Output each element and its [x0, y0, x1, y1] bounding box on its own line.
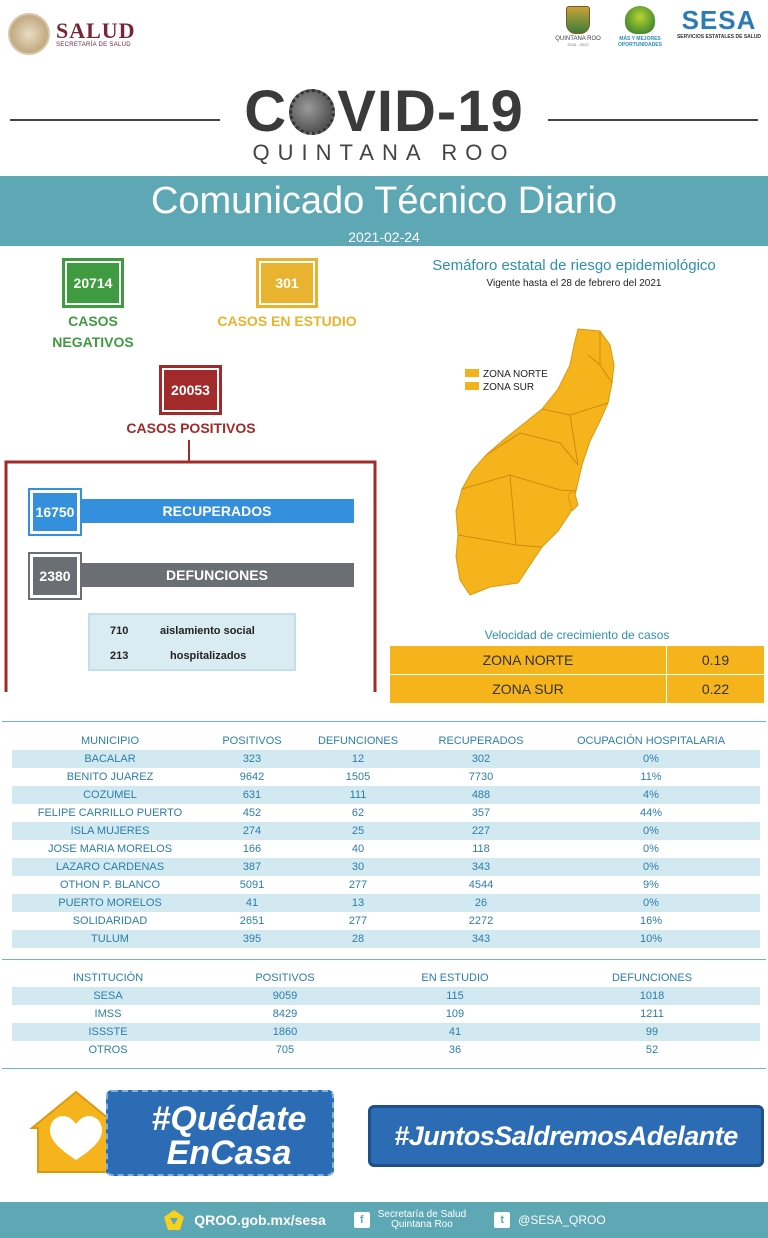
oportunidades-logo	[614, 6, 666, 48]
table-cell: 9059	[272, 990, 298, 1002]
column-header: INSTITUCIÓN	[72, 972, 144, 984]
table-cell: 277	[348, 915, 368, 927]
twitter-handle: @SESA_QROO	[518, 1213, 606, 1227]
quintana-roo-logo	[552, 6, 604, 47]
table-cell: 302	[471, 753, 491, 765]
table-cell: 41	[245, 897, 259, 909]
covid-title-right: VID-19	[337, 79, 524, 144]
table-header	[12, 969, 760, 987]
table-cell: 5091	[239, 879, 265, 891]
velocidad-valor: 0.22	[667, 675, 764, 703]
oportunidades-logo-text: MÁS Y MEJORES OPORTUNIDADES	[618, 36, 662, 48]
table-cell: OTROS	[88, 1044, 128, 1056]
table-cell: LAZARO CARDENAS	[55, 861, 165, 873]
table-cell: 0%	[643, 753, 659, 765]
table-cell: IMSS	[94, 1008, 122, 1020]
covid-title	[0, 80, 768, 144]
table-cell: 357	[471, 807, 491, 819]
table-row	[12, 912, 760, 930]
sesa-logo-subtext: SERVICIOS ESTATALES DE SALUD	[676, 34, 762, 40]
positivos-label: CASOS POSITIVOS	[126, 420, 256, 436]
recuperados-bar	[80, 499, 354, 523]
table-row	[12, 804, 760, 822]
table-cell: 166	[242, 843, 262, 855]
table-cell: PUERTO MORELOS	[58, 897, 162, 909]
velocidad-title: Velocidad de crecimiento de casos	[484, 628, 670, 642]
aislamiento-label: aislamiento social	[160, 625, 255, 637]
footer-website-text: QROO.gob.mx/sesa	[194, 1212, 326, 1228]
table-row	[12, 858, 760, 876]
table-cell: 44%	[639, 807, 663, 819]
sesa-logo	[676, 6, 762, 40]
table-cell: 30	[351, 861, 365, 873]
legend-item-sur	[465, 381, 548, 394]
hospitalizados-label: hospitalizados	[170, 650, 247, 662]
table-cell: 343	[471, 933, 491, 945]
sesa-logo-text: SESA	[681, 5, 757, 35]
partner-logos	[552, 6, 762, 58]
recuperados-count: 16750	[30, 490, 80, 534]
column-header: RECUPERADOS	[438, 735, 524, 747]
table-cell: 323	[242, 753, 262, 765]
hospitalizados-count: 213	[110, 650, 129, 662]
legend-swatch	[465, 382, 479, 390]
estudio-count: 301	[256, 258, 318, 308]
table-cell: COZUMEL	[83, 789, 137, 801]
estudio-label: CASOS EN ESTUDIO	[217, 313, 357, 329]
table-cell: 631	[242, 789, 262, 801]
quedate-line1: #Quédate	[151, 1100, 307, 1138]
table-row	[12, 840, 760, 858]
table-row	[12, 750, 760, 768]
table-cell: 1211	[640, 1008, 664, 1020]
legend-swatch	[465, 369, 479, 377]
instituciones-table	[12, 969, 760, 1059]
table-cell: 12	[351, 753, 365, 765]
quedate-banner	[106, 1090, 334, 1176]
table-cell: 0%	[643, 825, 659, 837]
column-header: OCUPACIÓN HOSPITALARIA	[576, 735, 726, 747]
table-cell: 274	[242, 825, 262, 837]
table-cell: 387	[242, 861, 262, 873]
table-cell: 11%	[640, 771, 662, 783]
table-row	[12, 987, 760, 1005]
twitter-icon: t	[494, 1212, 510, 1228]
defunciones-label: DEFUNCIONES	[166, 567, 268, 583]
table-cell: BENITO JUAREZ	[66, 771, 154, 783]
column-header: DEFUNCIONES	[317, 735, 399, 747]
velocidad-valor: 0.19	[667, 646, 764, 674]
table-row	[12, 930, 760, 948]
table-cell: 9%	[643, 879, 659, 891]
table-cell: 0%	[643, 861, 659, 873]
table-cell: SESA	[93, 990, 123, 1002]
table-cell: 99	[645, 1026, 659, 1038]
table-header	[12, 732, 760, 750]
coat-of-arms-icon	[8, 13, 50, 55]
table-row	[12, 1005, 760, 1023]
table-row	[12, 894, 760, 912]
table-cell: 2651	[239, 915, 265, 927]
legend-label-sur: ZONA SUR	[483, 382, 535, 393]
qroo-logo-text: QUINTANA ROO	[555, 36, 601, 42]
table-cell: 488	[471, 789, 491, 801]
table-cell: 2272	[468, 915, 494, 927]
positivos-count: 20053	[159, 365, 222, 415]
qroo-emblem-icon	[162, 1209, 186, 1231]
table-cell: 343	[471, 861, 491, 873]
table-cell: 52	[645, 1044, 659, 1056]
table-row	[12, 822, 760, 840]
table-row	[12, 1041, 760, 1059]
report-date: 2021-02-24	[348, 229, 420, 245]
recuperados-label: RECUPERADOS	[162, 503, 272, 519]
virus-icon	[289, 89, 335, 135]
table-cell: 36	[448, 1044, 462, 1056]
defunciones-bar	[80, 563, 354, 587]
table-cell: 10%	[639, 933, 663, 945]
table-cell: 9642	[239, 771, 265, 783]
table-cell: 118	[472, 843, 490, 855]
table-cell: 111	[349, 789, 367, 801]
table-cell: 28	[351, 933, 365, 945]
table-cell: 62	[351, 807, 365, 819]
negativos-label-line1: CASOS	[68, 313, 118, 329]
legend-item-norte	[465, 368, 548, 381]
facebook-text-line1: Secretaría de Salud	[377, 1209, 467, 1220]
negativos-count: 20714	[62, 258, 124, 308]
salud-logo-subtext: SECRETARÍA DE SALUD	[56, 42, 131, 48]
velocidad-zona: ZONA SUR	[390, 675, 666, 703]
quintana-roo-map	[450, 325, 630, 600]
table-cell: OTHON P. BLANCO	[59, 879, 161, 891]
velocidad-row	[390, 675, 764, 703]
table-cell: 41	[448, 1026, 462, 1038]
footer-twitter[interactable]	[494, 1212, 606, 1228]
table-cell: 1860	[272, 1026, 298, 1038]
table-cell: 452	[242, 807, 262, 819]
semaforo-title: Semáforo estatal de riesgo epidemiológico	[432, 257, 716, 274]
quedate-en-casa-badge	[24, 1086, 336, 1180]
table-row	[12, 786, 760, 804]
table-cell: 4%	[643, 789, 659, 801]
salud-logo-text: SALUD	[56, 18, 136, 43]
table-cell: 115	[446, 990, 464, 1002]
table-cell: 8429	[272, 1008, 298, 1020]
velocidad-zona: ZONA NORTE	[390, 646, 666, 674]
table-cell: 1018	[639, 990, 665, 1002]
table-cell: 13	[351, 897, 365, 909]
table-cell: 7730	[468, 771, 494, 783]
table-cell: 0%	[643, 897, 659, 909]
table-cell: BACALAR	[84, 753, 136, 765]
table-cell: JOSE MARIA MORELOS	[47, 843, 173, 855]
tree-icon	[625, 6, 655, 34]
velocidad-table	[390, 646, 764, 704]
table-cell: 1505	[345, 771, 371, 783]
status-breakdown-box	[88, 613, 296, 671]
footer-website[interactable]	[162, 1209, 325, 1231]
table-cell: 227	[471, 825, 491, 837]
table-cell: SOLIDARIDAD	[72, 915, 148, 927]
table-row	[12, 1023, 760, 1041]
semaforo-subtitle: Vigente hasta el 28 de febrero del 2021	[486, 278, 662, 289]
defunciones-count: 2380	[30, 554, 80, 598]
municipios-table	[12, 732, 760, 948]
region-title: QUINTANA ROO	[252, 140, 516, 165]
column-header: EN ESTUDIO	[421, 972, 489, 984]
table-cell: FELIPE CARRILLO PUERTO	[37, 807, 183, 819]
table-cell: ISLA MUJERES	[70, 825, 150, 837]
table-row	[12, 768, 760, 786]
table-cell: 277	[348, 879, 368, 891]
table-cell: 705	[275, 1044, 295, 1056]
table-cell: ISSSTE	[88, 1026, 128, 1038]
negativos-label-line2: NEGATIVOS	[52, 334, 134, 350]
banner-title: Comunicado Técnico Diario	[150, 180, 618, 222]
column-header: POSITIVOS	[255, 972, 315, 984]
qroo-logo-years: 2016 - 2022	[567, 42, 589, 47]
table-cell: 109	[445, 1008, 465, 1020]
facebook-icon: f	[354, 1212, 370, 1228]
facebook-text-line2: Quintana Roo	[391, 1219, 453, 1230]
negativos-label	[40, 311, 146, 353]
footer-facebook[interactable]	[354, 1210, 466, 1230]
table-cell: 16%	[639, 915, 663, 927]
table-row	[12, 876, 760, 894]
aislamiento-count: 710	[110, 625, 129, 637]
velocidad-row	[390, 646, 764, 674]
quedate-line2: EnCasa	[166, 1134, 292, 1172]
table-cell: 26	[474, 897, 488, 909]
table-cell: 0%	[643, 843, 659, 855]
state-shield-icon	[566, 6, 590, 34]
legend-label-norte: ZONA NORTE	[483, 369, 548, 380]
table-cell: TULUM	[91, 933, 129, 945]
table-cell: 395	[242, 933, 262, 945]
table-cell: 40	[351, 843, 365, 855]
footer	[0, 1202, 768, 1238]
table-cell: 4544	[468, 879, 494, 891]
map-legend	[465, 368, 548, 394]
covid-title-left: C	[244, 79, 288, 144]
column-header: DEFUNCIONES	[611, 972, 693, 984]
juntos-saldremos-banner: #JuntosSaldremosAdelante	[368, 1105, 764, 1167]
table-cell: 25	[351, 825, 365, 837]
column-header: POSITIVOS	[222, 735, 282, 747]
salud-logo	[8, 12, 148, 56]
column-header: MUNICIPIO	[80, 735, 140, 747]
